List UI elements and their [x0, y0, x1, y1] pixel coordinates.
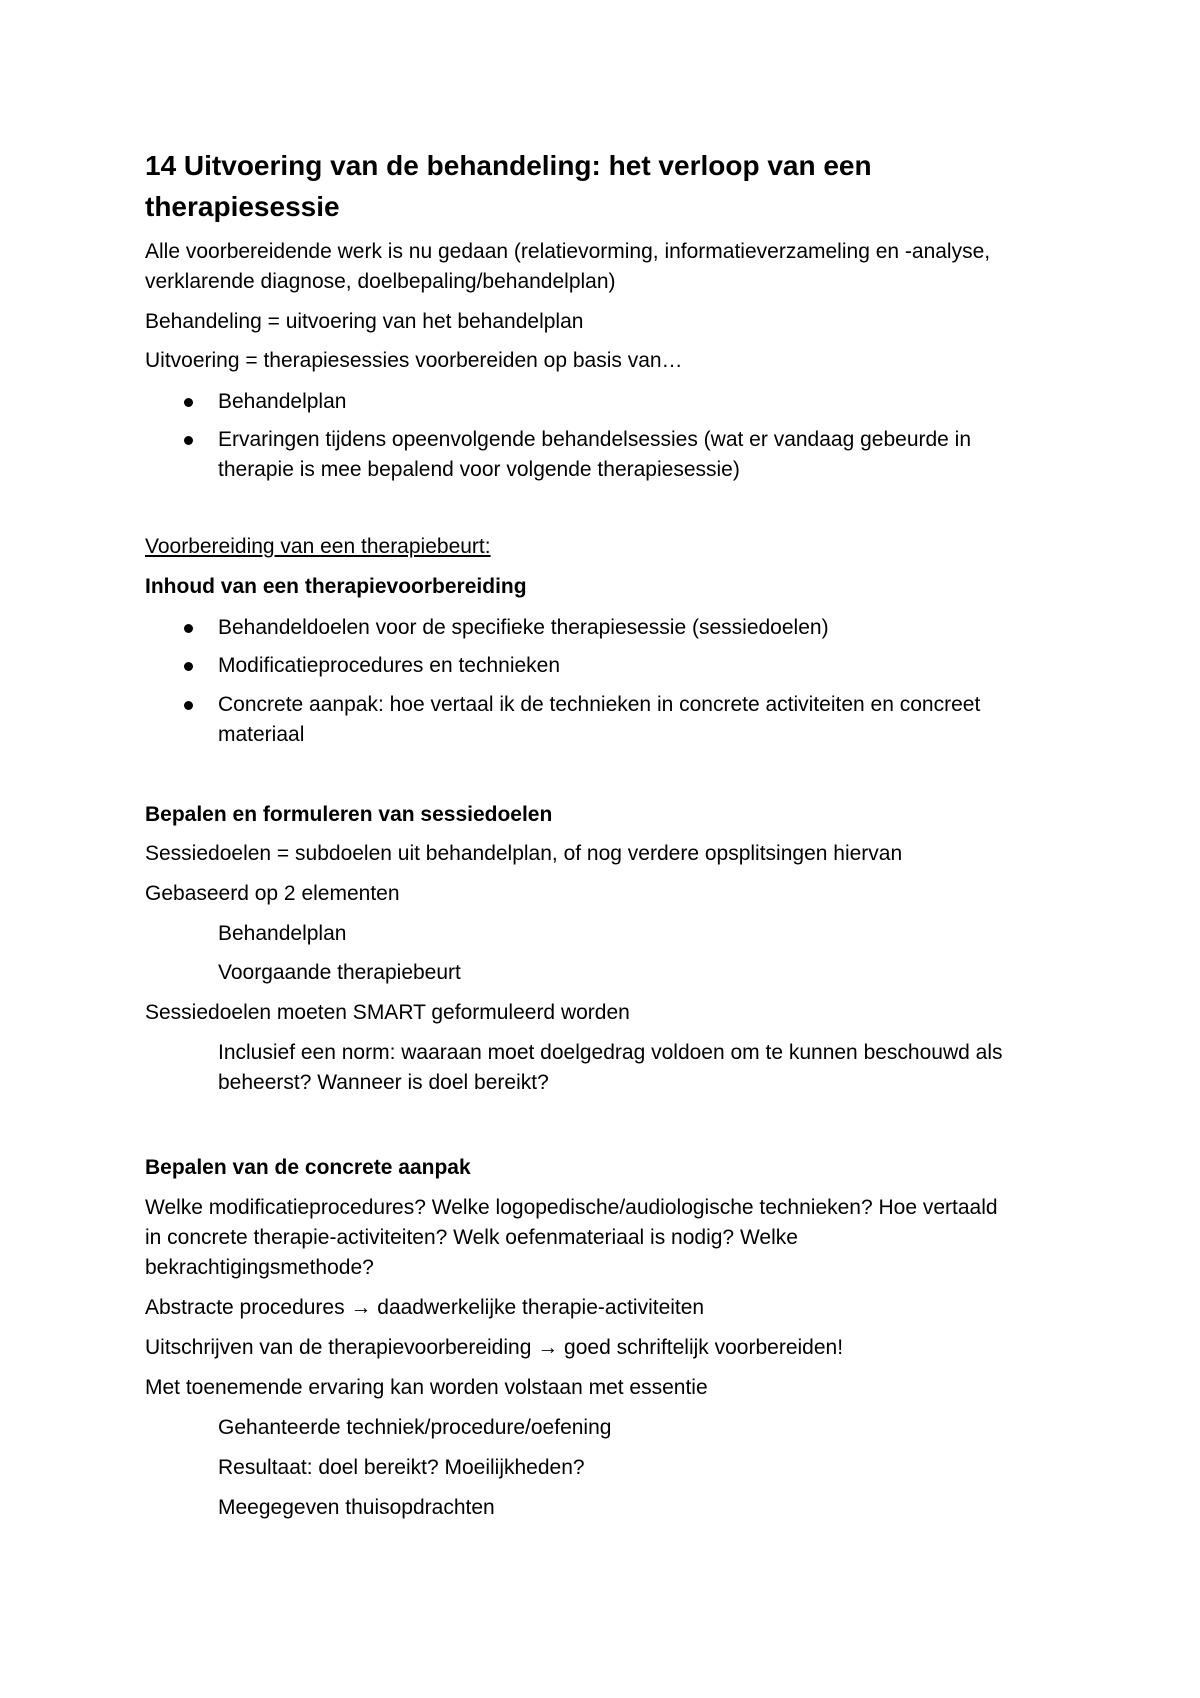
aanpak-questions-line-1: Welke modificatieprocedures? Welke logopedische/audiologische technieken? Hoe vertaald [145, 1196, 998, 1219]
behandeling-definition: Behandeling = uitvoering van het behandelplan [145, 310, 584, 333]
section-heading-sessiedoelen: Bepalen en formuleren van sessiedoelen [145, 803, 553, 826]
essentie-item-3: Meegegeven thuisopdrachten [218, 1496, 495, 1519]
voorbereiding-bullet-3-line-1: Concrete aanpak: hoe vertaal ik de technieken in concrete activiteiten en concreet [218, 693, 981, 716]
intro-paragraph-line-1: Alle voorbereidende werk is nu gedaan (relatievorming, informatieverzameling en -analyse, [145, 240, 991, 263]
section-heading-voorbereiding: Voorbereiding van een therapiebeurt: [145, 535, 491, 558]
bullet-dot [184, 436, 193, 445]
intro-bullet-2-line-1: Ervaringen tijdens opeenvolgende behandelsessies (wat er vandaag gebeurde in [218, 428, 972, 451]
uitvoering-definition: Uitvoering = therapiesessies voorbereiden op basis van… [145, 349, 683, 372]
aanpak-questions-line-3: bekrachtigingsmethode? [145, 1256, 374, 1279]
voorbereiding-bullet-1: Behandeldoelen voor de specifieke therapiesessie (sessiedoelen) [218, 616, 829, 639]
voorbereiding-bullet-2: Modificatieprocedures en technieken [218, 654, 561, 677]
bullet-dot [184, 398, 193, 407]
essentie-item-2: Resultaat: doel bereikt? Moeilijkheden? [218, 1456, 585, 1479]
intro-paragraph-line-2: verklarende diagnose, doelbepaling/behandelplan) [145, 270, 616, 293]
bullet-dot [184, 624, 193, 633]
intro-bullet-1: Behandelplan [218, 390, 347, 413]
subheading-inhoud: Inhoud van een therapievoorbereiding [145, 575, 527, 598]
bullet-dot [184, 662, 193, 671]
sessiedoelen-definition: Sessiedoelen = subdoelen uit behandelplan, of nog verdere opsplitsingen hiervan [145, 842, 903, 865]
element-behandelplan: Behandelplan [218, 922, 347, 945]
section-heading-aanpak: Bepalen van de concrete aanpak [145, 1156, 471, 1179]
ervaring-line: Met toenemende ervaring kan worden volstaan met essentie [145, 1376, 708, 1399]
norm-line-2: beheerst? Wanneer is doel bereikt? [218, 1071, 549, 1094]
bullet-dot [184, 701, 193, 710]
aanpak-questions-line-2: in concrete therapie-activiteiten? Welk oefenmateriaal is nodig? Welke [145, 1226, 798, 1249]
page-title-line-1: 14 Uitvoering van de behandeling: het verloop van een [145, 150, 872, 181]
voorbereiding-bullet-3-line-2: materiaal [218, 723, 305, 746]
abstract-procedures-line: Abstracte procedures → daadwerkelijke therapie-activiteiten [145, 1296, 705, 1319]
uitschrijven-line: Uitschrijven van de therapievoorbereiding → goed schriftelijk voorbereiden! [145, 1336, 844, 1359]
gebaseerd-op-line: Gebaseerd op 2 elementen [145, 882, 400, 905]
norm-line-1: Inclusief een norm: waaraan moet doelgedrag voldoen om te kunnen beschouwd als [218, 1041, 1003, 1064]
page-title-line-2: therapiesessie [145, 191, 340, 222]
smart-line: Sessiedoelen moeten SMART geformuleerd worden [145, 1001, 630, 1024]
essentie-item-1: Gehanteerde techniek/procedure/oefening [218, 1416, 612, 1439]
intro-bullet-2-line-2: therapie is mee bepalend voor volgende therapiesessie) [218, 458, 740, 481]
element-voorgaande-therapiebeurt: Voorgaande therapiebeurt [218, 961, 461, 984]
